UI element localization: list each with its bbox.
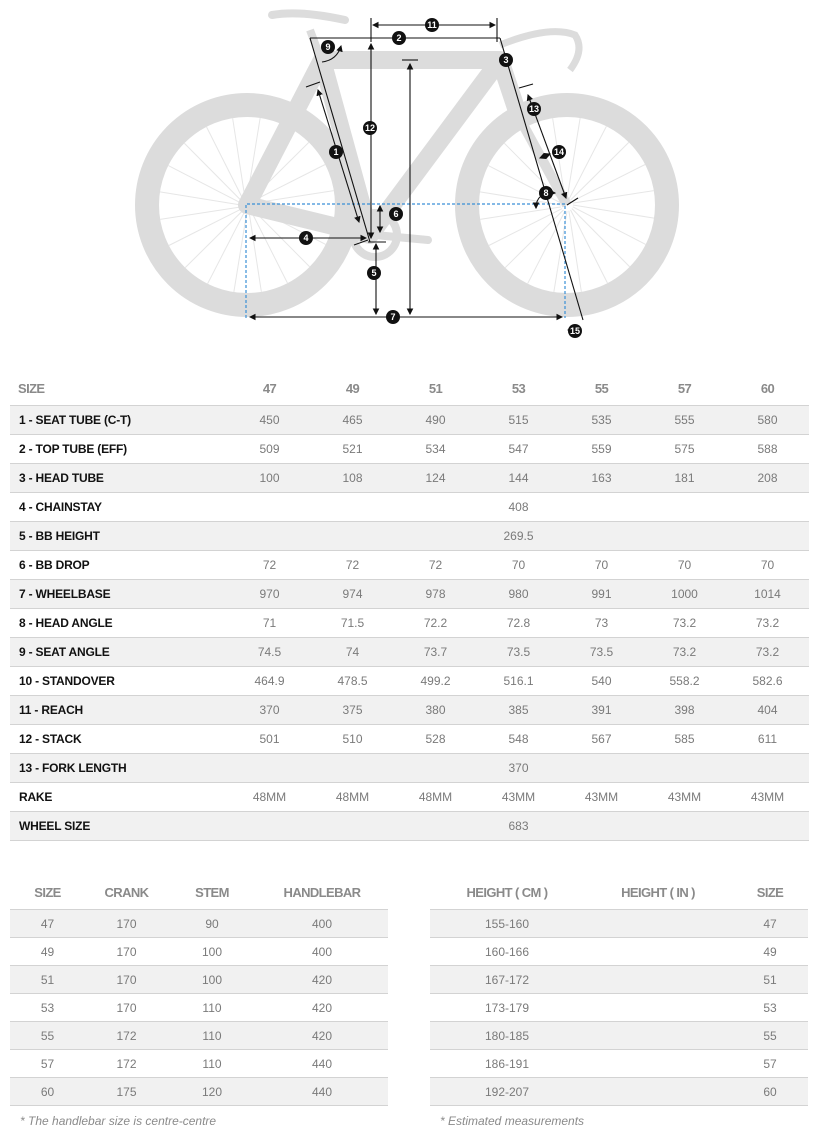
cell-value: 1014 xyxy=(726,580,809,609)
cell-value-all-sizes: 269.5 xyxy=(228,522,809,551)
cell-value: 48MM xyxy=(311,783,394,812)
row-label: 13 - FORK LENGTH xyxy=(10,754,228,783)
cell-value: 515 xyxy=(477,406,560,435)
spoke xyxy=(184,143,242,201)
marker-2 xyxy=(392,31,406,45)
cell-value: 464.9 xyxy=(228,667,311,696)
cell-value: 181 xyxy=(643,464,726,493)
spoke xyxy=(185,210,243,268)
spoke xyxy=(572,164,645,201)
spoke xyxy=(160,192,241,205)
cell-value: 548 xyxy=(477,725,560,754)
cell-value: 509 xyxy=(228,435,311,464)
spoke xyxy=(489,209,562,246)
cell-value: 186-191 xyxy=(430,1050,584,1078)
cell-value: 49 xyxy=(732,938,808,966)
row-label: RAKE xyxy=(10,783,228,812)
marker-9 xyxy=(321,40,335,54)
svg-text:9: 9 xyxy=(325,42,331,53)
spoke xyxy=(206,127,243,200)
cell-value: 70 xyxy=(726,551,809,580)
cell-value: 73 xyxy=(560,609,643,638)
column-header: SIZE xyxy=(10,876,85,910)
svg-text:5: 5 xyxy=(371,268,377,279)
spoke xyxy=(480,207,561,220)
cell-value: 173-179 xyxy=(430,994,584,1022)
size-column-header: 53 xyxy=(477,372,560,406)
row-label: 6 - BB DROP xyxy=(10,551,228,580)
cell-value: 60 xyxy=(10,1078,85,1106)
row-label: 2 - TOP TUBE (EFF) xyxy=(10,435,228,464)
cell-value: 73.2 xyxy=(726,638,809,667)
cell-value-all-sizes: 408 xyxy=(228,493,809,522)
cell-value xyxy=(584,910,732,938)
spoke xyxy=(569,126,607,199)
table-row xyxy=(10,938,388,966)
cell-value xyxy=(584,994,732,1022)
spoke xyxy=(573,207,646,245)
cell-value: 501 xyxy=(228,725,311,754)
cell-value: 55 xyxy=(732,1022,808,1050)
cell-value: 73.5 xyxy=(477,638,560,667)
cell-value: 420 xyxy=(256,1022,388,1050)
cell-value: 980 xyxy=(477,580,560,609)
spoke xyxy=(160,207,241,220)
table-row xyxy=(10,609,809,638)
table-row xyxy=(10,464,809,493)
cell-value: 490 xyxy=(394,406,477,435)
size-column-header: 47 xyxy=(228,372,311,406)
components-table xyxy=(10,876,388,1106)
cell-value: 970 xyxy=(228,580,311,609)
rider-height-table xyxy=(430,876,808,1106)
cell-value: 978 xyxy=(394,580,477,609)
cell-value: 208 xyxy=(726,464,809,493)
column-header: SIZE xyxy=(732,876,808,910)
marker-12 xyxy=(363,121,377,135)
svg-text:6: 6 xyxy=(393,209,399,220)
cell-value: 71.5 xyxy=(311,609,394,638)
bike-geometry-diagram xyxy=(0,0,815,350)
spoke xyxy=(573,191,654,204)
cell-value xyxy=(584,1050,732,1078)
cell-value: 73.2 xyxy=(643,638,726,667)
cell-value: 974 xyxy=(311,580,394,609)
cell-value: 528 xyxy=(394,725,477,754)
size-column-header: 51 xyxy=(394,372,477,406)
cell-value: 108 xyxy=(311,464,394,493)
svg-text:11: 11 xyxy=(427,20,437,31)
cell-value-all-sizes: 370 xyxy=(228,754,809,783)
cell-value: 172 xyxy=(85,1022,168,1050)
svg-text:13: 13 xyxy=(528,104,540,115)
table-row xyxy=(430,1022,808,1050)
cell-value xyxy=(584,938,732,966)
table-row xyxy=(10,725,809,754)
cell-value: 558.2 xyxy=(643,667,726,696)
cell-value: 72.8 xyxy=(477,609,560,638)
cell-value: 51 xyxy=(732,966,808,994)
cell-value: 510 xyxy=(311,725,394,754)
cell-value: 580 xyxy=(726,406,809,435)
cell-value: 43MM xyxy=(560,783,643,812)
cell-value: 167-172 xyxy=(430,966,584,994)
size-column-header: 60 xyxy=(726,372,809,406)
cell-value xyxy=(584,966,732,994)
cell-value: 70 xyxy=(643,551,726,580)
marker-14 xyxy=(552,145,566,159)
cell-value: 465 xyxy=(311,406,394,435)
cell-value: 192-207 xyxy=(430,1078,584,1106)
column-header: CRANK xyxy=(85,876,168,910)
spoke xyxy=(208,211,246,284)
cell-value: 120 xyxy=(168,1078,256,1106)
column-header: HANDLEBAR xyxy=(256,876,388,910)
marker-7 xyxy=(386,310,400,324)
cell-value: 370 xyxy=(228,696,311,725)
cell-value: 49 xyxy=(10,938,85,966)
handlebar xyxy=(500,32,579,70)
geometry-table xyxy=(10,372,809,841)
estimate-note: * Estimated measurements xyxy=(440,1114,585,1128)
cell-value: 48MM xyxy=(228,783,311,812)
svg-text:1: 1 xyxy=(333,147,339,158)
cell-value: 585 xyxy=(643,725,726,754)
cell-value: 534 xyxy=(394,435,477,464)
table-row xyxy=(10,638,809,667)
row-label: 8 - HEAD ANGLE xyxy=(10,609,228,638)
cell-value xyxy=(584,1078,732,1106)
cell-value: 521 xyxy=(311,435,394,464)
table-row xyxy=(10,551,809,580)
spoke xyxy=(573,205,654,218)
table-row xyxy=(10,783,809,812)
table-row xyxy=(430,1078,808,1106)
cell-value: 611 xyxy=(726,725,809,754)
table-row xyxy=(10,1050,388,1078)
table-row xyxy=(10,696,809,725)
size-column-header: 55 xyxy=(560,372,643,406)
cell-value: 547 xyxy=(477,435,560,464)
table-row xyxy=(10,994,388,1022)
cell-value: 404 xyxy=(726,696,809,725)
cell-value: 73.7 xyxy=(394,638,477,667)
cell-value xyxy=(584,1022,732,1050)
table-row xyxy=(430,1050,808,1078)
cell-value: 175 xyxy=(85,1078,168,1106)
cell-value: 43MM xyxy=(643,783,726,812)
svg-text:15: 15 xyxy=(569,326,581,337)
size-header: SIZE xyxy=(10,372,228,406)
cell-value: 70 xyxy=(560,551,643,580)
spoke xyxy=(169,209,242,246)
cell-value: 110 xyxy=(168,1022,256,1050)
cell-value: 400 xyxy=(256,938,388,966)
cell-value: 170 xyxy=(85,994,168,1022)
cell-value: 72.2 xyxy=(394,609,477,638)
bike-silhouette xyxy=(147,13,667,305)
marker-13 xyxy=(527,102,541,116)
column-header: HEIGHT ( CM ) xyxy=(430,876,584,910)
cell-value: 375 xyxy=(311,696,394,725)
cell-value: 43MM xyxy=(726,783,809,812)
table-row xyxy=(430,910,808,938)
spoke xyxy=(571,142,629,200)
cell-value: 53 xyxy=(732,994,808,1022)
cell-value-all-sizes: 683 xyxy=(228,812,809,841)
cell-value: 55 xyxy=(10,1022,85,1050)
cell-value: 47 xyxy=(10,910,85,938)
cell-value: 100 xyxy=(168,938,256,966)
row-label: 4 - CHAINSTAY xyxy=(10,493,228,522)
cell-value: 100 xyxy=(228,464,311,493)
cell-value: 440 xyxy=(256,1078,388,1106)
spoke xyxy=(567,118,580,199)
svg-text:4: 4 xyxy=(303,233,309,244)
cell-value: 535 xyxy=(560,406,643,435)
cell-value: 60 xyxy=(732,1078,808,1106)
row-label: 10 - STANDOVER xyxy=(10,667,228,696)
table-row xyxy=(10,966,388,994)
row-label: WHEEL SIZE xyxy=(10,812,228,841)
spoke xyxy=(249,211,262,292)
cell-value: 575 xyxy=(643,435,726,464)
cell-value: 90 xyxy=(168,910,256,938)
cell-value: 380 xyxy=(394,696,477,725)
handlebar-note: * The handlebar size is centre-centre xyxy=(20,1114,217,1128)
cell-value: 450 xyxy=(228,406,311,435)
row-label: 12 - STACK xyxy=(10,725,228,754)
cell-value: 420 xyxy=(256,966,388,994)
cell-value: 499.2 xyxy=(394,667,477,696)
marker-15 xyxy=(568,324,582,338)
cell-value: 540 xyxy=(560,667,643,696)
cell-value: 100 xyxy=(168,966,256,994)
cell-value: 385 xyxy=(477,696,560,725)
table-row xyxy=(10,667,809,696)
svg-text:3: 3 xyxy=(503,55,509,66)
cell-value: 72 xyxy=(311,551,394,580)
marker-3 xyxy=(499,53,513,67)
table-row xyxy=(430,966,808,994)
table-row xyxy=(430,994,808,1022)
marker-8 xyxy=(539,186,553,200)
cell-value: 391 xyxy=(560,696,643,725)
cell-value: 163 xyxy=(560,464,643,493)
cell-value: 155-160 xyxy=(430,910,584,938)
table-row xyxy=(10,812,809,841)
cell-value: 74 xyxy=(311,638,394,667)
cell-value: 559 xyxy=(560,435,643,464)
cell-value: 47 xyxy=(732,910,808,938)
cell-value: 555 xyxy=(643,406,726,435)
cell-value: 48MM xyxy=(394,783,477,812)
table-row xyxy=(10,1078,388,1106)
cell-value: 74.5 xyxy=(228,638,311,667)
table-row xyxy=(10,754,809,783)
column-header: STEM xyxy=(168,876,256,910)
cell-value: 72 xyxy=(394,551,477,580)
cell-value: 567 xyxy=(560,725,643,754)
cell-value: 72 xyxy=(228,551,311,580)
row-label: 5 - BB HEIGHT xyxy=(10,522,228,551)
cell-value: 170 xyxy=(85,938,168,966)
spoke xyxy=(168,166,241,204)
marker-1 xyxy=(329,145,343,159)
cell-value: 172 xyxy=(85,1050,168,1078)
cell-value: 70 xyxy=(477,551,560,580)
table-row xyxy=(10,435,809,464)
table-row xyxy=(10,580,809,609)
saddle xyxy=(272,13,345,20)
table-row xyxy=(10,522,809,551)
marker-5 xyxy=(367,266,381,280)
cell-value: 110 xyxy=(168,1050,256,1078)
cell-value: 73.2 xyxy=(643,609,726,638)
crank xyxy=(375,235,428,240)
cell-value: 144 xyxy=(477,464,560,493)
cell-value: 43MM xyxy=(477,783,560,812)
cell-value: 398 xyxy=(643,696,726,725)
table-row xyxy=(430,938,808,966)
cell-value: 71 xyxy=(228,609,311,638)
cell-value: 57 xyxy=(732,1050,808,1078)
cell-value: 991 xyxy=(560,580,643,609)
cell-value: 1000 xyxy=(643,580,726,609)
row-label: 3 - HEAD TUBE xyxy=(10,464,228,493)
size-column-header: 49 xyxy=(311,372,394,406)
cell-value: 160-166 xyxy=(430,938,584,966)
cell-value: 440 xyxy=(256,1050,388,1078)
cell-value: 73.2 xyxy=(726,609,809,638)
table-row xyxy=(10,910,388,938)
marker-11 xyxy=(425,18,439,32)
spoke xyxy=(572,209,630,267)
svg-text:8: 8 xyxy=(543,188,549,199)
spoke xyxy=(505,210,563,268)
row-label: 1 - SEAT TUBE (C-T) xyxy=(10,406,228,435)
spoke xyxy=(233,118,246,199)
row-label: 11 - REACH xyxy=(10,696,228,725)
svg-text:7: 7 xyxy=(390,312,396,323)
column-header: HEIGHT ( IN ) xyxy=(584,876,732,910)
table-row xyxy=(10,1022,388,1050)
svg-text:12: 12 xyxy=(364,123,376,134)
row-label: 9 - SEAT ANGLE xyxy=(10,638,228,667)
cell-value: 124 xyxy=(394,464,477,493)
table-row xyxy=(10,406,809,435)
cell-value: 180-185 xyxy=(430,1022,584,1050)
cell-value: 478.5 xyxy=(311,667,394,696)
cell-value: 588 xyxy=(726,435,809,464)
cell-value: 57 xyxy=(10,1050,85,1078)
cell-value: 51 xyxy=(10,966,85,994)
cell-value: 420 xyxy=(256,994,388,1022)
spoke xyxy=(571,210,608,283)
row-label: 7 - WHEELBASE xyxy=(10,580,228,609)
size-column-header: 57 xyxy=(643,372,726,406)
cell-value: 170 xyxy=(85,910,168,938)
table-row xyxy=(10,493,809,522)
cell-value: 170 xyxy=(85,966,168,994)
cell-value: 53 xyxy=(10,994,85,1022)
cell-value: 582.6 xyxy=(726,667,809,696)
spoke xyxy=(528,211,566,284)
cell-value: 110 xyxy=(168,994,256,1022)
svg-text:14: 14 xyxy=(553,147,565,158)
marker-4 xyxy=(299,231,313,245)
cell-value: 516.1 xyxy=(477,667,560,696)
cell-value: 400 xyxy=(256,910,388,938)
marker-6 xyxy=(389,207,403,221)
spoke xyxy=(234,211,247,292)
svg-text:2: 2 xyxy=(396,33,402,44)
cell-value: 73.5 xyxy=(560,638,643,667)
